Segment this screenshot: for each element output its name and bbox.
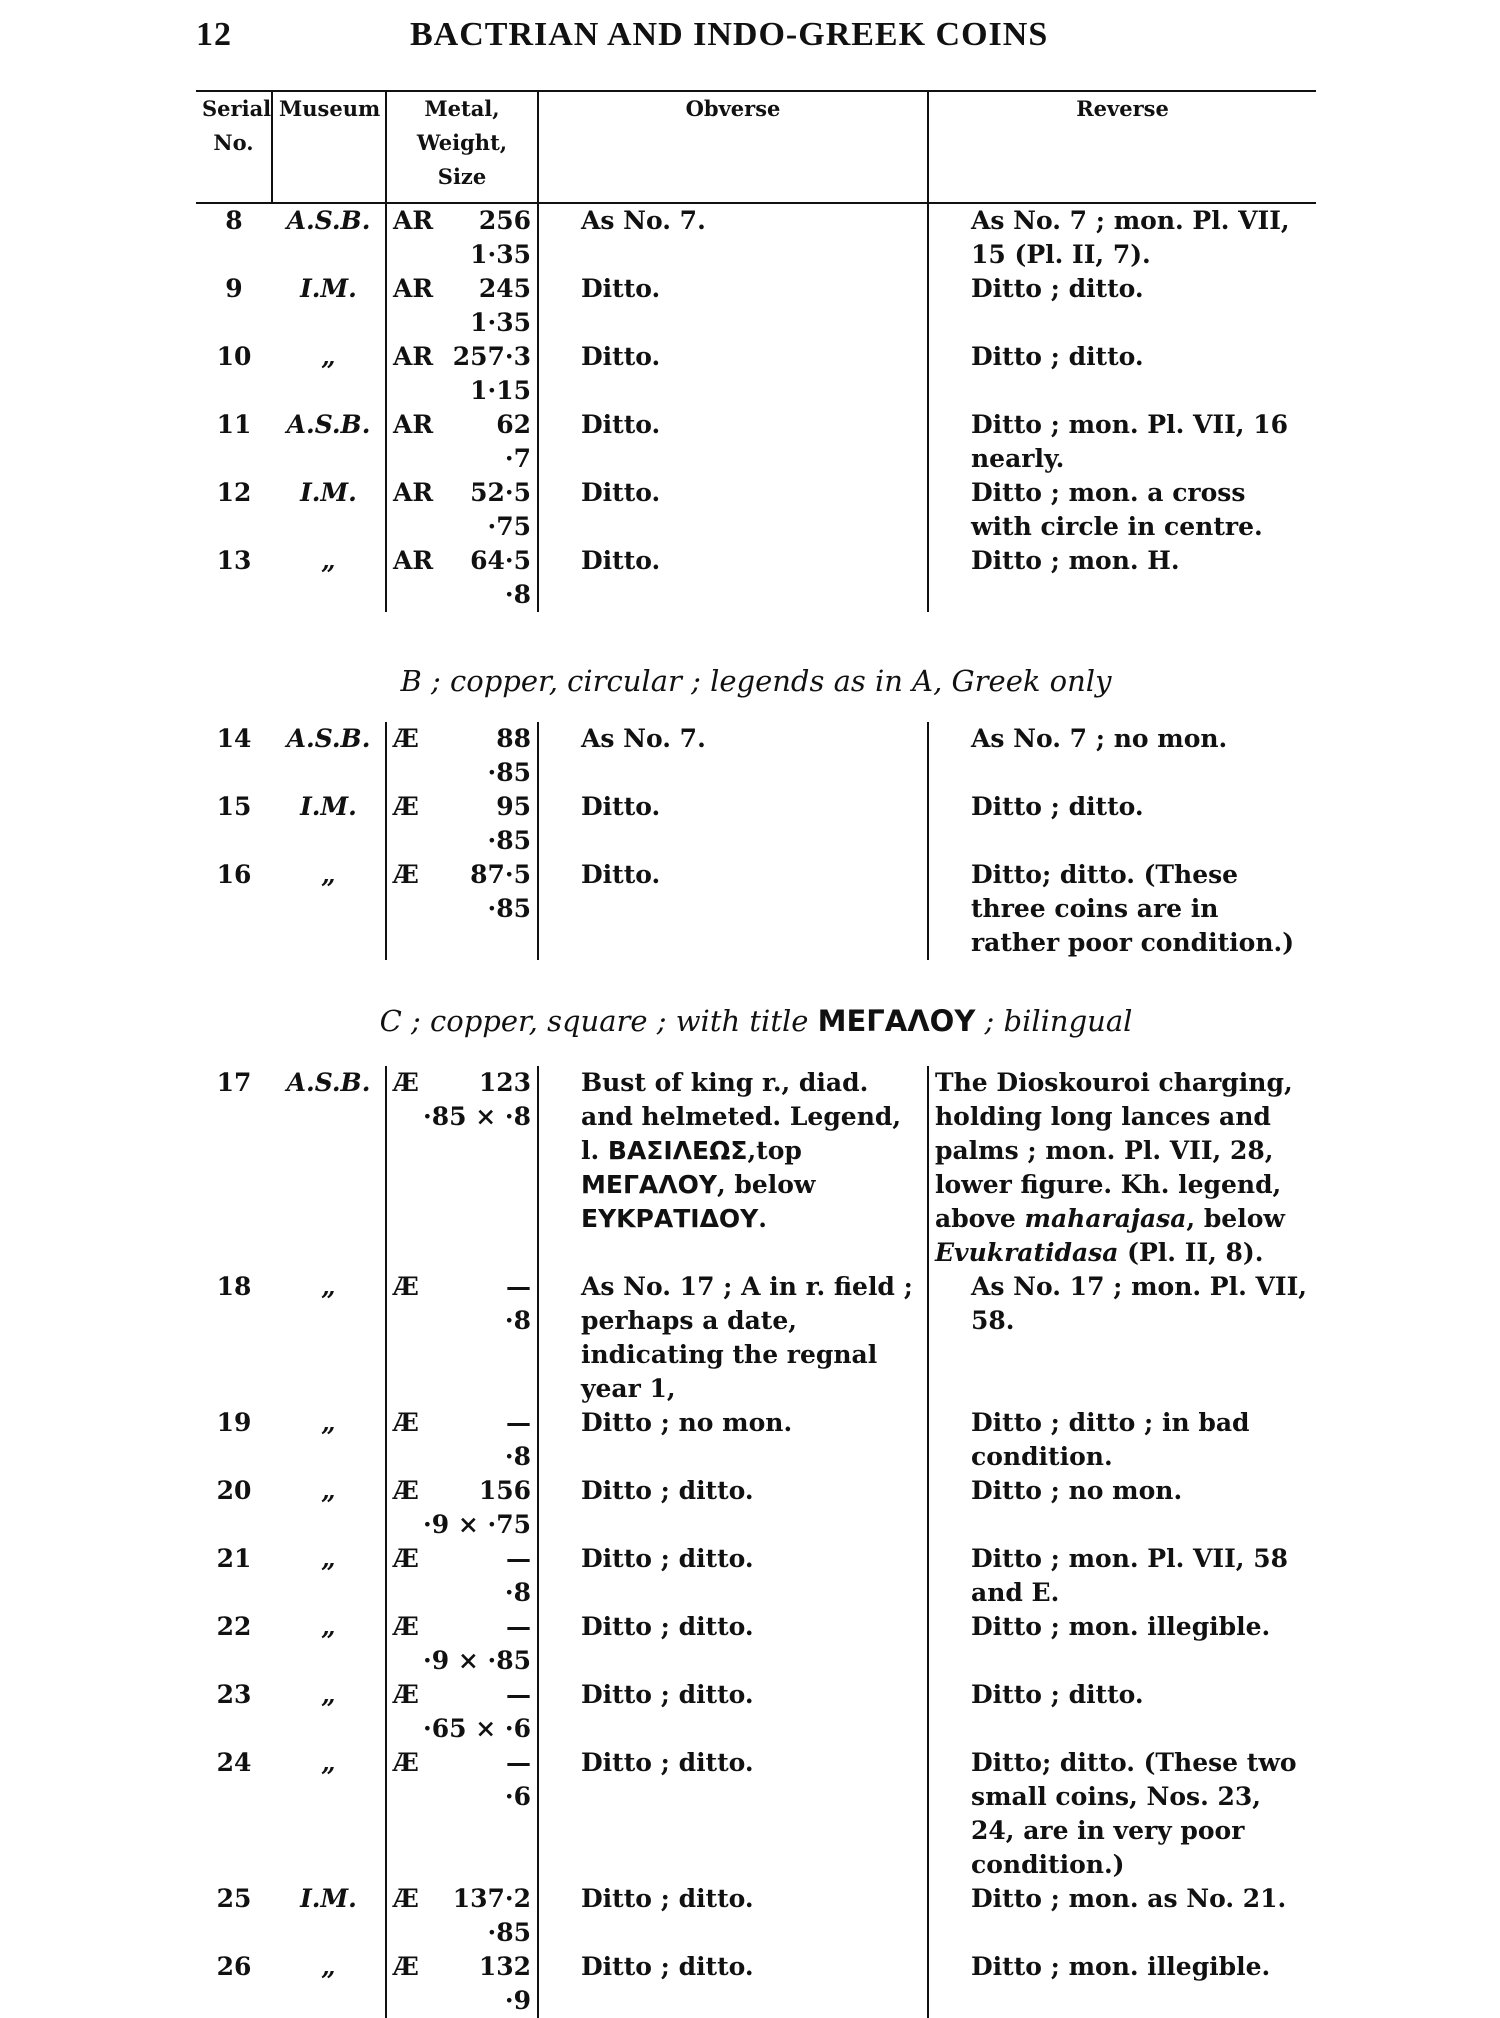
metal-symbol: Æ [393,1952,419,1981]
reverse-cell [928,1746,1316,1882]
obverse-text: Ditto. [581,792,661,821]
table-row-26 [196,1950,1316,2018]
rows-b [196,722,1316,960]
reverse-cell [928,408,1316,476]
serial-cell: 18 [216,1272,252,1301]
obverse-cell [538,1542,928,1610]
metal-cell [386,1406,538,1474]
weight-value: 132 [478,1952,531,1981]
reverse-cell [928,1406,1316,1474]
obverse-text: Ditto ; ditto. [581,1612,754,1641]
obverse-text: Ditto. [581,342,661,371]
museum-cell: „ [272,1746,386,1882]
reverse-italic: Evukratidasa [935,1238,1119,1267]
reverse-text: As No. 7 ; no mon. [971,724,1228,753]
reverse-text: Ditto ; ditto. [971,274,1144,303]
section-b-caption: B ; copper, circular ; legends as in A, Greek only [400,664,1112,698]
metal-cell [386,544,538,612]
museum-cell: „ [272,1542,386,1610]
reverse-text: Ditto ; mon. illegible. [971,1952,1271,1981]
reverse-cell [928,1678,1316,1746]
metal-symbol: Æ [393,1272,419,1301]
size-value: ·85 [487,826,531,855]
metal-cell [386,1950,538,2018]
metal-symbol: Æ [393,1408,419,1437]
reverse-cell [928,544,1316,612]
metal-cell [386,1746,538,1882]
weight-value: — [506,1272,531,1301]
table-header-row [196,91,1316,203]
museum-cell: „ [272,1610,386,1678]
serial-cell: 14 [216,724,252,753]
museum-cell: I.M. [272,1882,386,1950]
size-value: ·85 [487,894,531,923]
rows-c [196,1066,1316,2018]
metal-cell [386,1882,538,1950]
size-value: ·9 [504,1986,531,2015]
obverse-text: As No. 7. [581,724,706,753]
metal-cell [386,790,538,858]
metal-symbol: AR [393,274,434,303]
metal-cell [386,1678,538,1746]
serial-cell: 11 [216,410,252,439]
page-header [196,16,1316,66]
weight-value: — [506,1544,531,1573]
obverse-text: ,top [747,1136,802,1165]
reverse-cell [928,790,1316,858]
size-value: ·7 [504,444,531,473]
metal-symbol: Æ [393,860,419,889]
table-row-21 [196,1542,1316,1610]
metal-cell [386,203,538,272]
table-row-17 [196,1066,1316,1270]
museum-cell: „ [272,544,386,612]
size-value: 1·15 [470,376,531,405]
reverse-text: Ditto ; mon. illegible. [971,1612,1271,1641]
museum-cell: A.S.B. [272,203,386,272]
museum-cell: „ [272,1950,386,2018]
table-row-19 [196,1406,1316,1474]
obverse-cell [538,1610,928,1678]
serial-cell: 22 [216,1612,252,1641]
obverse-text: Ditto. [581,546,661,575]
page-number: 12 [196,16,232,53]
serial-cell: 19 [216,1408,252,1437]
metal-symbol: AR [393,410,434,439]
size-value: ·8 [504,1306,531,1335]
weight-value: 256 [478,206,531,235]
serial-cell: 17 [216,1068,252,1097]
serial-cell: 20 [216,1476,252,1505]
museum-cell: „ [272,1270,386,1406]
metal-symbol: Æ [393,1680,419,1709]
reverse-cell [928,476,1316,544]
museum-cell: „ [272,340,386,408]
obverse-text: Ditto ; ditto. [581,1476,754,1505]
weight-value: — [506,1408,531,1437]
metal-symbol: AR [393,206,434,235]
reverse-cell [928,1542,1316,1610]
obverse-cell [538,544,928,612]
obverse-cell [538,1066,928,1270]
col-header-museum: Museum [272,91,386,203]
serial-cell: 25 [216,1884,252,1913]
reverse-text: Ditto ; no mon. [971,1476,1183,1505]
weight-value: — [506,1680,531,1709]
obverse-cell [538,1746,928,1882]
metal-cell [386,1066,538,1270]
obverse-text: Ditto ; ditto. [581,1884,754,1913]
serial-cell: 12 [216,478,252,507]
metal-cell [386,722,538,790]
reverse-text: (Pl. II, 8). [1118,1238,1264,1267]
serial-cell: 26 [216,1952,252,1981]
weight-value: 95 [496,792,531,821]
weight-value: — [506,1748,531,1777]
size-value: ·85 [487,1918,531,1947]
reverse-text: The Dioskouroi charging, holding long lances and palms ; mon. Pl. VII, 28, lower figure. Kh. legend, above [935,1068,1293,1233]
table-row-22 [196,1610,1316,1678]
reverse-italic: maharajasa [1024,1204,1187,1233]
reverse-text: , below [1186,1204,1285,1233]
obverse-cell [538,408,928,476]
weight-value: 123 [478,1068,531,1097]
metal-symbol: AR [393,546,434,575]
reverse-cell [928,1066,1316,1270]
museum-cell: „ [272,858,386,960]
col-header-obverse: Obverse [538,91,928,203]
table-row-20 [196,1474,1316,1542]
serial-cell: 16 [216,860,252,889]
obverse-text: Ditto ; ditto. [581,1544,754,1573]
metal-cell [386,1610,538,1678]
coin-table-a [196,90,1316,612]
metal-symbol: Æ [393,1544,419,1573]
reverse-text: Ditto ; ditto. [971,1680,1144,1709]
table-row-9 [196,272,1316,340]
section-c-caption-post: ; bilingual [975,1004,1133,1038]
reverse-cell [928,272,1316,340]
serial-cell: 10 [216,342,252,371]
reverse-cell [928,203,1316,272]
reverse-cell [928,1610,1316,1678]
museum-cell: A.S.B. [272,408,386,476]
obverse-cell [538,476,928,544]
col-header-metal: Metal, Weight, Size [386,91,538,203]
reverse-cell [928,340,1316,408]
serial-cell: 24 [216,1748,252,1777]
table-row-23 [196,1678,1316,1746]
weight-value: — [506,1612,531,1641]
obverse-text: Ditto. [581,410,661,439]
table-row-12 [196,476,1316,544]
coin-table-b [196,722,1316,960]
obverse-text: Bust of king r., diad. and helmeted. Legend, l. [581,1068,902,1165]
museum-cell: „ [272,1678,386,1746]
size-value: ·85 × ·8 [423,1102,531,1131]
size-value: ·75 [487,512,531,541]
obverse-text: Ditto ; ditto. [581,1952,754,1981]
museum-cell: „ [272,1474,386,1542]
weight-value: 87·5 [470,860,531,889]
size-value: ·9 × ·75 [423,1510,531,1539]
weight-value: 52·5 [470,478,531,507]
size-value: ·8 [504,1578,531,1607]
obverse-cell [538,1882,928,1950]
size-value: ·8 [504,1442,531,1471]
serial-cell: 8 [225,206,243,235]
metal-symbol: Æ [393,1884,419,1913]
reverse-cell [928,722,1316,790]
table-row-13 [196,544,1316,612]
size-value: ·85 [487,758,531,787]
obverse-cell [538,1678,928,1746]
metal-symbol: AR [393,342,434,371]
obverse-cell [538,340,928,408]
obverse-text: . [758,1204,768,1233]
reverse-cell [928,1474,1316,1542]
obverse-text: Ditto ; ditto. [581,1748,754,1777]
reverse-cell [928,858,1316,960]
obverse-text: Ditto. [581,274,661,303]
reverse-text: Ditto ; mon. as No. 21. [971,1884,1287,1913]
obverse-cell [538,1406,928,1474]
size-value: ·9 × ·85 [423,1646,531,1675]
coin-table-c [196,1066,1316,2018]
metal-cell [386,476,538,544]
obverse-text: Ditto ; no mon. [581,1408,793,1437]
metal-symbol: Æ [393,1612,419,1641]
col-header-serial: Serial No. [196,91,272,203]
weight-value: 137·2 [452,1884,531,1913]
serial-cell: 21 [216,1544,252,1573]
museum-cell: A.S.B. [272,722,386,790]
obverse-cell [538,203,928,272]
section-c-caption-pre: C ; copper, square ; with title [379,1004,818,1038]
reverse-text: Ditto ; mon. H. [971,546,1180,575]
obverse-cell [538,1270,928,1406]
obverse-cell [538,790,928,858]
metal-cell [386,1270,538,1406]
weight-value: 88 [496,724,531,753]
obverse-cell [538,722,928,790]
section-c-caption-greek: ΜΕΓΑΛΟΥ [817,1004,976,1038]
running-title: BACTRIAN AND INDO-GREEK COINS [410,16,1049,53]
metal-cell [386,408,538,476]
reverse-text: As No. 17 ; mon. Pl. VII, 58. [971,1272,1307,1335]
obverse-text: As No. 17 ; A in r. field ; perhaps a date, indicating the regnal year 1, [581,1272,913,1403]
weight-value: 64·5 [470,546,531,575]
reverse-text: As No. 7 ; mon. Pl. VII, 15 (Pl. II, 7). [971,206,1290,269]
table-row-25 [196,1882,1316,1950]
reverse-text: Ditto ; ditto. [971,342,1144,371]
museum-cell: I.M. [272,790,386,858]
obverse-greek-legend: ΒΑΣΙΛΕΩΣ [607,1136,748,1165]
metal-symbol: Æ [393,792,419,821]
obverse-cell [538,858,928,960]
table-row-16 [196,858,1316,960]
reverse-cell [928,1270,1316,1406]
reverse-cell [928,1950,1316,2018]
serial-cell: 15 [216,792,252,821]
museum-cell: A.S.B. [272,1066,386,1270]
obverse-greek-legend: ΜΕΓΑΛΟΥ [581,1170,717,1199]
metal-cell [386,340,538,408]
table-row-18 [196,1270,1316,1406]
metal-cell [386,1474,538,1542]
table-row-24 [196,1746,1316,1882]
obverse-greek-legend: ΕΥΚΡΑΤΙΔΟΥ [581,1204,759,1233]
table-row-14 [196,722,1316,790]
reverse-cell [928,1882,1316,1950]
serial-cell: 9 [225,274,243,303]
museum-cell: „ [272,1406,386,1474]
metal-symbol: Æ [393,1068,419,1097]
reverse-text: Ditto; ditto. (These three coins are in rather poor condition.) [971,860,1295,957]
metal-cell [386,272,538,340]
museum-cell: I.M. [272,476,386,544]
table-row-8 [196,203,1316,272]
reverse-text: Ditto ; mon. a cross with circle in centre. [971,478,1263,541]
obverse-cell [538,1950,928,2018]
rows-a [196,203,1316,612]
table-row-11 [196,408,1316,476]
reverse-text: Ditto ; ditto ; in bad condition. [971,1408,1250,1471]
obverse-text: Ditto. [581,860,661,889]
section-c-caption [196,1004,1316,1038]
obverse-text: , below [716,1170,816,1199]
reverse-text: Ditto; ditto. (These two small coins, Nos. 23, 24, are in very poor condition.) [971,1748,1297,1879]
reverse-text: Ditto ; mon. Pl. VII, 16 nearly. [971,410,1288,473]
reverse-text: Ditto ; mon. Pl. VII, 58 and E. [971,1544,1288,1607]
museum-cell: I.M. [272,272,386,340]
col-header-reverse: Reverse [928,91,1316,203]
obverse-cell [538,272,928,340]
obverse-text: Ditto ; ditto. [581,1680,754,1709]
metal-cell [386,858,538,960]
metal-symbol: AR [393,478,434,507]
table-row-10 [196,340,1316,408]
serial-cell: 23 [216,1680,252,1709]
weight-value: 62 [496,410,531,439]
metal-symbol: Æ [393,1748,419,1777]
size-value: ·6 [504,1782,531,1811]
metal-symbol: Æ [393,1476,419,1505]
weight-value: 245 [478,274,531,303]
metal-cell [386,1542,538,1610]
size-value: ·8 [504,580,531,609]
metal-symbol: Æ [393,724,419,753]
obverse-text: As No. 7. [581,206,706,235]
weight-value: 257·3 [452,342,531,371]
size-value: 1·35 [470,308,531,337]
size-value: 1·35 [470,240,531,269]
table-row-15 [196,790,1316,858]
size-value: ·65 × ·6 [423,1714,531,1743]
reverse-text: Ditto ; ditto. [971,792,1144,821]
obverse-cell [538,1474,928,1542]
obverse-text: Ditto. [581,478,661,507]
serial-cell: 13 [216,546,252,575]
weight-value: 156 [478,1476,531,1505]
